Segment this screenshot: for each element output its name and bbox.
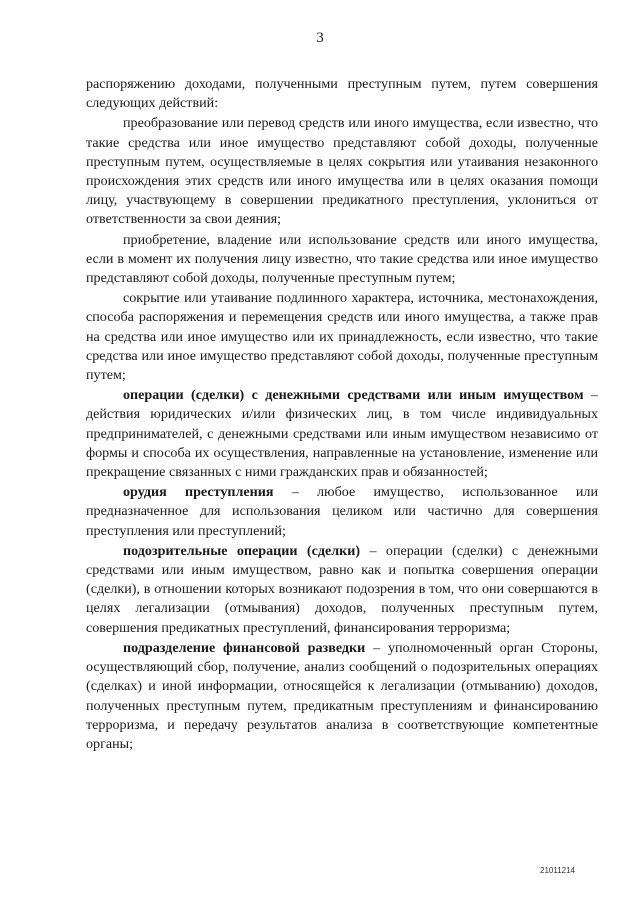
paragraph-text: распоряжению доходами, полученными преступным путем, путем совершения следующих действий: — [86, 76, 598, 112]
paragraph-transactions-definition — [86, 386, 598, 482]
document-body — [86, 75, 598, 755]
paragraph-intro — [86, 75, 598, 113]
page-number: 3 — [316, 30, 324, 46]
paragraph-text: приобретение, владение или использование средств или иного имущества, если в момент их получения лицу известно, что такие средства или иное имущество представляют собой доходы, полученные преступным путем; — [86, 231, 598, 287]
paragraph-text: сокрытие или утаивание подлинного характера, источника, местонахождения, способа распоряжения и перемещения средств или иного имущества, а также прав на средства или иное имущество или их принадлежность, если известно, что такие средства или иное имущество представляют собой доходы, полученные преступным путем; — [86, 290, 598, 384]
paragraph-acquisition — [86, 231, 598, 289]
defined-term: операции (сделки) с денежными средствами или иным имуществом — [123, 387, 584, 404]
paragraph-concealment — [86, 289, 598, 385]
definition-text: – действия юридических и/или физических лиц, в том числе индивидуальных предпринимателей, с денежными средствами или иным имуществом независимо от формы и способа их осуществления, направленные на установление, изменение или прекращение связанных с ними гражданских прав и обязанностей; — [86, 387, 598, 481]
paragraph-suspicious-definition — [86, 542, 598, 638]
defined-term: подозрительные операции (сделки) — [123, 542, 361, 559]
definition-text: – уполномоченный орган Стороны, осуществляющий сбор, получение, анализ сообщений о подозрительных операциях (сделках) и иной информации, относящейся к легализации (отмыванию) доходов, полученных преступным путем, предикатным преступлениям и финансированию терроризма, и передачу результатов анализа в соответствующие компетентные органы; — [86, 639, 599, 752]
defined-term: орудия преступления — [123, 484, 274, 501]
paragraph-text: преобразование или перевод средств или иного имущества, если известно, что такие средства или иное имущество представляют собой доходы, полученные преступным путем, осуществляемые в целях сокрытия или утаивания незаконного происхождения этих средств или иного имущества или в целях оказания помощи лицу, участвующему в совершении предикатного преступления, уклониться от ответственности за свои деяния; — [86, 115, 598, 228]
definition-text: – любое имущество, использованное или предназначенное для использования целиком или частично для совершения преступления или преступлений; — [86, 484, 598, 539]
defined-term: подразделение финансовой разведки — [123, 639, 366, 656]
paragraph-conversion — [86, 114, 598, 229]
paragraph-instruments-definition — [86, 483, 598, 541]
paragraph-fiu-definition — [86, 639, 598, 754]
document-code: 21011214 — [540, 866, 575, 875]
definition-text: – операции (сделки) с денежными средствами или иным имуществом, равно как и попытка совершения операции (сделки), в отношении которых возникают подозрения в том, что они совершаются в целях легализации (отмывания) доходов, полученных преступным путем, совершения предикатных преступлений, финансирования терроризма; — [86, 542, 598, 636]
